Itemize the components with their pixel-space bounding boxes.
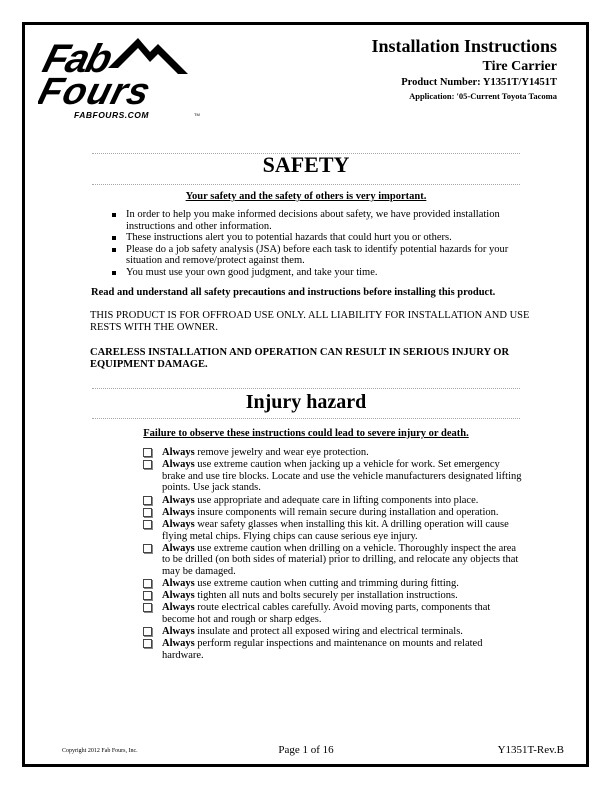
- list-item: [112, 267, 522, 279]
- list-item: [142, 590, 522, 602]
- list-item: [142, 507, 522, 519]
- divider: [92, 184, 520, 185]
- svg-text:Fours: Fours: [38, 70, 156, 113]
- always-keyword: Always: [162, 447, 195, 458]
- list-item: [142, 543, 522, 578]
- item-text: use extreme caution when jacking up a vehicle for work. Set emergency brake and use tire blocks. Locate and use the vehicle manufacturers designated lifting points. Use jack stands.: [162, 459, 522, 494]
- always-keyword: Always: [162, 494, 195, 506]
- list-item: [112, 209, 522, 232]
- bullet-text: Please do a job safety analysis (JSA) before each task to identify potential hazards for your situation and remove/protect against them.: [126, 243, 509, 267]
- item-text: perform regular inspections and maintenance on mounts and related hardware.: [162, 638, 483, 662]
- injury-heading: Injury hazard: [245, 391, 367, 413]
- divider: [92, 388, 520, 389]
- checkbox-icon: [143, 496, 152, 505]
- list-item: [112, 232, 522, 244]
- list-item: [142, 519, 522, 542]
- always-keyword: Always: [162, 602, 195, 614]
- injury-checklist: [142, 447, 522, 662]
- bullet-text: In order to help you make informed decisions about safety, we have provided installation instructions and other information.: [126, 209, 500, 232]
- always-keyword: Always: [162, 638, 195, 650]
- item-text: insulate and protect all exposed wiring and electrical terminals.: [194, 626, 463, 638]
- item-text: use appropriate and adequate care in lifting components into place.: [194, 494, 479, 506]
- always-keyword: Always: [162, 518, 195, 530]
- item-text: tighten all nuts and bolts securely per installation instructions.: [194, 590, 458, 602]
- checkbox-icon: [143, 591, 152, 600]
- always-keyword: Always: [162, 459, 195, 471]
- read-notice: Read and understand all safety precautions and instructions before installing this product.: [91, 287, 496, 298]
- list-item: [142, 578, 522, 590]
- bullet-icon: [112, 213, 116, 217]
- checkbox-icon: [143, 520, 152, 529]
- bullet-icon: [112, 236, 116, 240]
- checkbox-icon: [143, 627, 152, 636]
- bullet-icon: [112, 271, 116, 275]
- list-item: [142, 602, 522, 625]
- bullet-text: You must use your own good judgment, and take your time.: [126, 266, 378, 278]
- item-text: wear safety glasses when installing this kit. A drilling operation will cause flying metal chips. Flying chips can cause serious eye injury.: [162, 518, 509, 542]
- page-number: Page 1 of 16: [278, 744, 334, 756]
- item-text: use extreme caution when cutting and trimming during fitting.: [194, 578, 459, 590]
- always-keyword: Always: [162, 578, 195, 590]
- bullet-text: These instructions alert you to potential hazards that could hurt you or others.: [126, 232, 452, 244]
- document-title: Installation Instructions: [371, 36, 557, 56]
- product-name: Tire Carrier: [482, 59, 557, 74]
- list-item: [142, 447, 522, 459]
- application: Application: '05-Current Toyota Tacoma: [409, 91, 557, 101]
- revision: Y1351T-Rev.B: [497, 744, 564, 756]
- offroad-notice: THIS PRODUCT IS FOR OFFROAD USE ONLY. ALL LIABILITY FOR INSTALLATION AND USE RESTS WITH THE OWNER.: [90, 310, 530, 333]
- svg-text:Fab: Fab: [38, 35, 116, 81]
- checkbox-icon: [143, 460, 152, 469]
- list-item: [112, 244, 522, 267]
- svg-text:TM: TM: [194, 112, 200, 117]
- list-item: [142, 638, 522, 661]
- list-item: [142, 626, 522, 638]
- fab-fours-logo: [38, 30, 203, 122]
- list-item: [142, 459, 522, 494]
- safety-heading: SAFETY: [262, 152, 350, 177]
- list-item: [142, 495, 522, 507]
- checkbox-icon: [143, 603, 152, 612]
- always-keyword: Always: [162, 506, 195, 518]
- always-keyword: Always: [162, 626, 195, 638]
- item-text: route electrical cables carefully. Avoid moving parts, components that become hot and rough or sharp edges.: [162, 602, 491, 626]
- svg-text:FABFOURS.COM: FABFOURS.COM: [74, 110, 149, 120]
- product-number: Product Number: Y1351T/Y1451T: [401, 77, 557, 88]
- item-text: remove jewelry and wear eye protection.: [194, 447, 369, 458]
- always-keyword: Always: [162, 590, 195, 602]
- logo-mountain-icon: [38, 30, 203, 122]
- checkbox-icon: [143, 508, 152, 517]
- copyright: Copyright 2012 Fab Fours, Inc.: [62, 748, 138, 754]
- safety-bullet-list: [112, 209, 522, 279]
- item-text: insure components will remain secure during installation and operation.: [194, 506, 499, 518]
- injury-subheading: Failure to observe these instructions could lead to severe injury or death.: [143, 428, 469, 439]
- checkbox-icon: [143, 579, 152, 588]
- checkbox-icon: [143, 544, 152, 553]
- checkbox-icon: [143, 639, 152, 648]
- divider: [92, 418, 520, 419]
- careless-notice: CARELESS INSTALLATION AND OPERATION CAN RESULT IN SERIOUS INJURY OR EQUIPMENT DAMAGE.: [90, 347, 510, 370]
- checkbox-icon: [143, 448, 152, 457]
- bullet-icon: [112, 248, 116, 252]
- always-keyword: Always: [162, 542, 195, 554]
- safety-subheading: Your safety and the safety of others is very important.: [185, 191, 427, 202]
- item-text: use extreme caution when drilling on a vehicle. Thoroughly inspect the area to be drilled (on both sides of material) prior to drilling, and relocate any objects that may be damaged.: [162, 542, 519, 577]
